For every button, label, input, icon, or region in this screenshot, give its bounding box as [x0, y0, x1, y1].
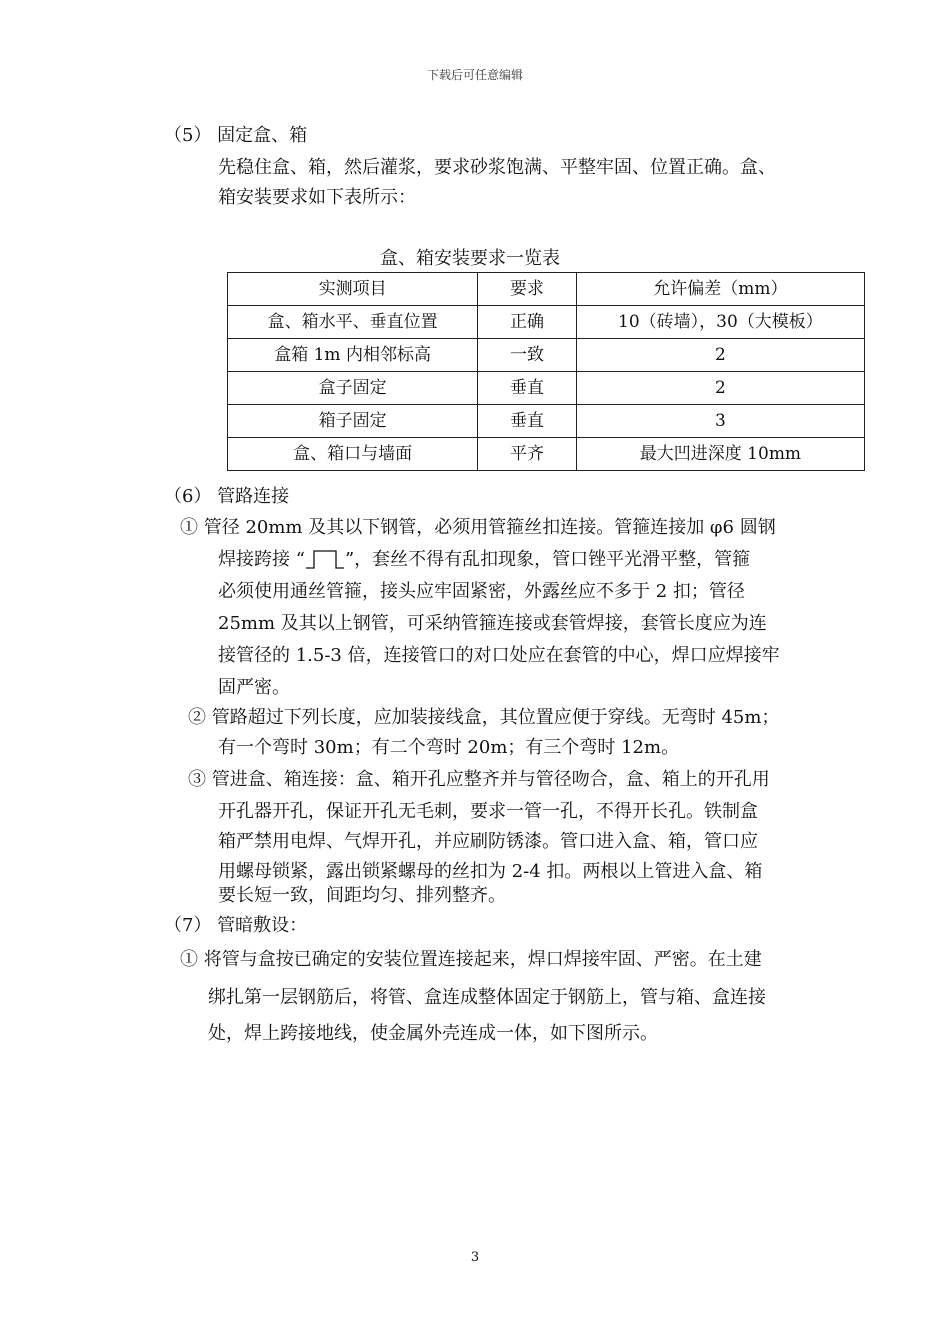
requirements-table	[227, 272, 865, 471]
section7-item1-line: 处，焊上跨接地线，使金属外壳连成一体，如下图所示。	[208, 1023, 658, 1044]
section7-item1-line: ① 将管与盒按已确定的安装位置连接起来，焊口焊接牢固、严密。在土建	[180, 949, 762, 970]
table-cell: 垂直	[478, 372, 577, 405]
table-cell: 盒、箱水平、垂直位置	[228, 306, 478, 339]
section6-item3-line: 箱严禁用电焊、气焊开孔，并应刷防锈漆。管口进入盒、箱，管口应	[218, 831, 758, 852]
table-cell: 正确	[478, 306, 577, 339]
table-cell: 盒、箱口与墙面	[228, 438, 478, 471]
table-cell: 2	[576, 372, 864, 405]
section6-item2-line: ② 管路超过下列长度，应加装接线盒，其位置应便于穿线。无弯时 45m；	[188, 707, 780, 728]
page-header: 下载后可任意编辑	[426, 68, 523, 82]
section5-line: 箱安装要求如下表所示：	[218, 187, 416, 208]
table-header-cell: 要求	[478, 273, 577, 306]
section7-item1-line: 绑扎第一层钢筋后，将管、盒连成整体固定于钢筋上，管与箱、盒连接	[208, 987, 766, 1008]
line-text: 焊接跨接 “	[218, 549, 305, 570]
table-header-row	[228, 273, 865, 306]
table-caption: 盒、箱安装要求一览表	[380, 248, 560, 269]
page-number: 3	[470, 1250, 480, 1265]
table-cell: 平齐	[478, 438, 577, 471]
table-cell: 垂直	[478, 405, 577, 438]
table-cell: 一致	[478, 339, 577, 372]
section6-item1-line: 必须使用通丝管箍，接头应牢固紧密，外露丝应不多于 2 扣；管径	[218, 581, 745, 602]
table-header-cell: 实测项目	[228, 273, 478, 306]
section6-item3-line: ③ 管进盒、箱连接：盒、箱开孔应整齐并与管径吻合，盒、箱上的开孔用	[188, 769, 770, 790]
section6-item1-line: 接管径的 1.5-3 倍，连接管口的对口处应在套管的中心，焊口应焊接牢	[218, 645, 780, 666]
table-row	[228, 405, 865, 438]
section6-item1-line: 25mm 及其以上钢管，可采纳管箍连接或套管焊接，套管长度应为连	[218, 613, 767, 634]
section6-item3-line: 开孔器开孔，保证开孔无毛刺，要求一管一孔，不得开长孔。铁制盒	[218, 801, 758, 822]
table-cell: 盒子固定	[228, 372, 478, 405]
table-cell: 3	[576, 405, 864, 438]
section5-heading: （5） 固定盒、箱	[164, 125, 308, 146]
table-cell: 盒箱 1m 内相邻标高	[228, 339, 478, 372]
section6-item1-line: 固严密。	[218, 677, 290, 698]
table-row	[228, 306, 865, 339]
table-row	[228, 339, 865, 372]
table-header-cell: 允许偏差（mm）	[576, 273, 864, 306]
section6-item2-line: 有一个弯时 30m；有二个弯时 20m；有三个弯时 12m。	[218, 737, 680, 758]
table-row	[228, 372, 865, 405]
section6-heading: （6） 管路连接	[164, 486, 290, 507]
table-cell: 最大凹进深度 10mm	[576, 438, 864, 471]
section6-item3-line: 要长短一致，间距均匀、排列整齐。	[218, 885, 506, 906]
table-cell: 箱子固定	[228, 405, 478, 438]
table-cell: 10（砖墙），30（大模板）	[576, 306, 864, 339]
section6-item3-line: 用螺母锁紧，露出锁紧螺母的丝扣为 2-4 扣。两根以上管进入盒、箱	[218, 861, 763, 882]
section6-item1-line: ① 管径 20mm 及其以下钢管，必须用管箍丝扣连接。管箍连接加 φ6 圆钢	[180, 517, 776, 538]
line-text: ”，套丝不得有乱扣现象，管口锉平光滑平整，管箍	[344, 549, 751, 570]
section5-line: 先稳住盒、箱，然后灌浆，要求砂浆饱满、平整牢固、位置正确。盒、	[218, 157, 776, 178]
section6-item1-line	[218, 548, 750, 572]
section7-heading: （7） 管暗敷设：	[164, 915, 308, 936]
table-cell: 2	[576, 339, 864, 372]
table-row	[228, 438, 865, 471]
weld-bridge-symbol-icon	[305, 549, 345, 569]
